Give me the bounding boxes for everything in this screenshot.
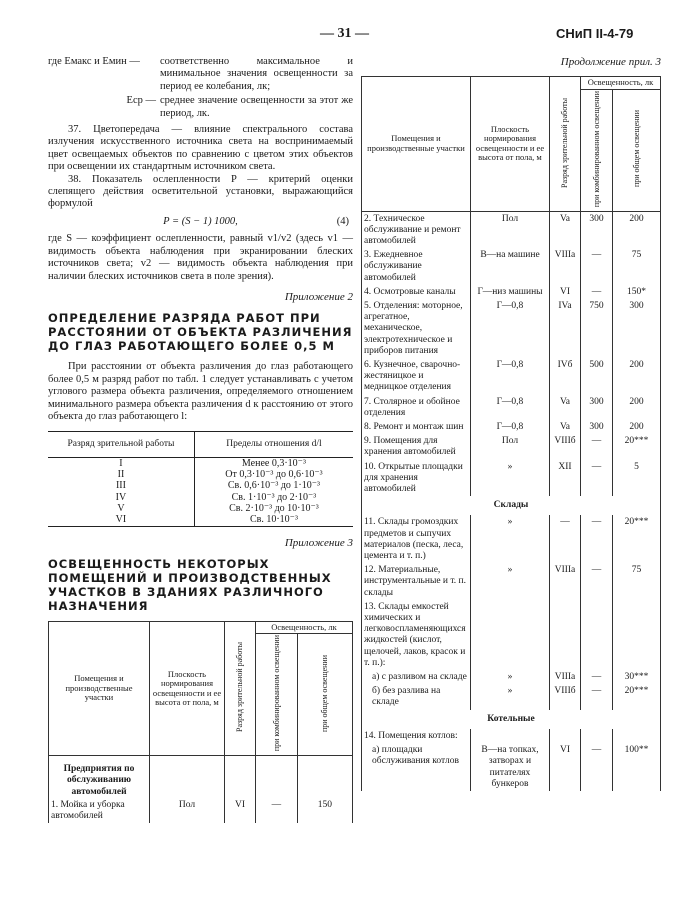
table-cell-grade: VIIIa xyxy=(550,563,581,600)
definition-symbol: Eср — xyxy=(126,95,156,107)
ratio-cell: Менее 0,3·10⁻³ xyxy=(241,457,306,469)
table-row xyxy=(362,395,661,420)
table-row-name: 4. Осмотровые каналы xyxy=(362,285,471,299)
definition-s: где S — коэффициент ослепленности, равный v1/v2 (здесь v1 — видимость объекта наблюдения при экранировании блеских источников света; v2 — видимость объекта наблюдения при наличии блеских источников света в поле зрения). xyxy=(48,233,353,282)
table-row-name: 11. Склады громоздких предметов и сыпучих материалов (песка, леса, цемента и т. п.) xyxy=(362,515,471,563)
table-row xyxy=(362,358,661,395)
grade-cell: VI xyxy=(48,514,194,526)
grade-cell: IV xyxy=(48,492,194,503)
table-cell-general: 150 xyxy=(297,799,352,823)
table-cell-combined xyxy=(581,729,613,743)
table-row xyxy=(48,514,353,526)
appendix-2-label: Приложение 2 xyxy=(284,290,353,303)
table-cell-general: 200 xyxy=(613,358,661,395)
table-cell-grade: VIIIб xyxy=(550,684,581,709)
grade-cell: I xyxy=(48,457,194,469)
table-cell-plane: Пол xyxy=(471,211,550,248)
table-cell-grade xyxy=(550,600,581,670)
table-cell-general: 20*** xyxy=(613,684,661,709)
table-row-name: б) без разлива на складе xyxy=(362,684,471,709)
table-cell-grade: VIIIб xyxy=(550,434,581,459)
table-cell-plane: » xyxy=(471,515,550,563)
table-row-name: 8. Ремонт и монтаж шин xyxy=(362,420,471,434)
left-column xyxy=(48,56,353,823)
table-row-name: а) с разливом на складе xyxy=(362,670,471,684)
table-cell-grade: Va xyxy=(550,395,581,420)
table-cell-combined: 300 xyxy=(581,395,613,420)
table-cell-general: 5 xyxy=(613,460,661,497)
table-cell-plane: Пол xyxy=(471,434,550,459)
table-row-name: а) площадки обслуживания котлов xyxy=(362,743,471,791)
table-cell-plane: Пол xyxy=(150,799,225,823)
table-cell-general: 20*** xyxy=(613,515,661,563)
table-row xyxy=(48,503,353,514)
grade-cell: II xyxy=(48,469,194,480)
table-cell-grade xyxy=(550,729,581,743)
table-cell-plane: Г—0,8 xyxy=(471,420,550,434)
table-row-name: 7. Столярное и обойное отделения xyxy=(362,395,471,420)
formula-text: P = (S − 1) 1000, xyxy=(163,215,238,227)
group-heading: Предприятия по обслуживанию автомобилей xyxy=(49,756,150,799)
table-cell-plane: » xyxy=(471,684,550,709)
document-code: СНиП II-4-79 xyxy=(556,26,634,41)
formula-4 xyxy=(48,216,353,228)
table-illumination-left xyxy=(48,621,353,823)
table-row xyxy=(362,211,661,248)
table-row xyxy=(48,469,353,480)
table-cell-combined: — xyxy=(581,684,613,709)
table-row xyxy=(362,434,661,459)
table-row xyxy=(48,480,353,491)
table-grade-limits xyxy=(48,431,353,526)
table-cell-general: 20*** xyxy=(613,434,661,459)
continuation-label: Продолжение прил. 3 xyxy=(560,56,661,68)
table-cell-plane xyxy=(471,729,550,743)
table-cell-grade: Va xyxy=(550,211,581,248)
ratio-cell: Св. 0,6·10⁻³ до 1·10⁻³ xyxy=(227,480,321,492)
table-cell-grade: VIIIa xyxy=(550,670,581,684)
table-row xyxy=(362,670,661,684)
table-cell-grade: IVa xyxy=(550,299,581,358)
table-row xyxy=(362,729,661,743)
table-cell-plane: » xyxy=(471,563,550,600)
table-cell-combined: — xyxy=(581,515,613,563)
section-heading: Склады xyxy=(362,496,661,515)
table-cell-grade: — xyxy=(550,515,581,563)
section-heading-2: ОПРЕДЕЛЕНИЕ РАЗРЯДА РАБОТ ПРИ РАССТОЯНИИ ОТ ОБЪЕКТА РАЗЛИЧЕНИЯ ДО ГЛАЗ РАБОТАЮЩЕГО БОЛЕЕ 0,5 М xyxy=(48,311,353,354)
table-row xyxy=(48,492,353,503)
table-cell-combined: — xyxy=(256,799,298,823)
table-header: Разряд зрительной работы xyxy=(48,432,194,457)
definition-text: соответственно максимальное и минимальное значения освещенности за период ее колебания, лк; xyxy=(160,56,353,92)
appendix-2-paragraph: При расстоянии от объекта различения до глаз работающего более 0,5 м разряд работ по табл. 1 следует устанавливать с учетом углового размера объекта различения, определяемого отношением минимального размера объекта различения d к расстоянию от этого объекта до глаз работающего l: xyxy=(48,361,353,422)
table-row xyxy=(362,420,661,434)
table-cell-plane xyxy=(471,600,550,670)
table-cell-combined: — xyxy=(581,670,613,684)
col-grade: Разряд зрительной работы xyxy=(225,621,256,755)
col-combined: при комбинированном освещении xyxy=(256,634,298,756)
table-cell-combined: — xyxy=(581,248,613,285)
table-row xyxy=(362,743,661,791)
table-cell-general: 300 xyxy=(613,299,661,358)
table-cell-general: 75 xyxy=(613,248,661,285)
col-room: Помещения и производственные участки xyxy=(49,621,150,755)
table-cell-grade: Va xyxy=(550,420,581,434)
formula-number: (4) xyxy=(336,215,349,227)
table-cell-combined: 500 xyxy=(581,358,613,395)
col-illumination: Освещенность, лк xyxy=(581,77,661,90)
col-grade: Разряд зрительной работы xyxy=(550,77,581,211)
table-header: Пределы отношения d/l xyxy=(194,432,353,457)
table-row xyxy=(362,600,661,670)
table-cell-general: 200 xyxy=(613,211,661,248)
col-plane: Плоскость нормирования освещенности и ее высота от пола, м xyxy=(471,77,550,211)
table-row-name: 10. Открытые площадки для хранения автомобилей xyxy=(362,460,471,497)
table-cell-combined xyxy=(581,600,613,670)
col-room: Помещения и производственные участки xyxy=(362,77,471,211)
table-cell-combined: 300 xyxy=(581,211,613,248)
grade-cell: III xyxy=(48,480,194,491)
page-header xyxy=(0,26,700,46)
table-row-name: 13. Склады емкостей химических и легковоспламеняющихся жидкостей (кислот, щелочей, лаков, красок и т. п.): xyxy=(362,600,471,670)
definition-ecp xyxy=(48,95,353,120)
table-cell-plane: Г—низ машины xyxy=(471,285,550,299)
table-row xyxy=(362,285,661,299)
table-cell-combined: — xyxy=(581,563,613,600)
table-row xyxy=(362,460,661,497)
table-row-name: 2. Техническое обслуживание и ремонт автомобилей xyxy=(362,211,471,248)
table-row xyxy=(362,684,661,709)
section-row xyxy=(362,710,661,729)
table-cell-general: 200 xyxy=(613,420,661,434)
table-cell-general: 100** xyxy=(613,743,661,791)
ratio-cell: Св. 2·10⁻³ до 10·10⁻³ xyxy=(229,502,319,514)
table-cell-plane: » xyxy=(471,460,550,497)
table-row-name: 3. Ежедневное обслуживание автомобилей xyxy=(362,248,471,285)
col-plane: Плоскость нормирования освещенности и ее высота от пола, м xyxy=(150,621,225,755)
table-row-name: 12. Материальные, инструментальные и т. п. склады xyxy=(362,563,471,600)
table-cell-plane: Г—0,8 xyxy=(471,358,550,395)
table-row-name: 6. Кузнечное, сварочно-жестяницкое и медницкое отделения xyxy=(362,358,471,395)
ratio-cell: Св. 1·10⁻³ до 2·10⁻³ xyxy=(231,491,317,503)
table-cell-combined: — xyxy=(581,285,613,299)
table-row xyxy=(362,248,661,285)
table-cell-general xyxy=(613,729,661,743)
ratio-cell: От 0,3·10⁻³ до 0,6·10⁻³ xyxy=(225,469,323,481)
table-illumination-right xyxy=(361,76,661,791)
table-row-name: 9. Помещения для хранения автомобилей xyxy=(362,434,471,459)
section-heading-3: ОСВЕЩЕННОСТЬ НЕКОТОРЫХ ПОМЕЩЕНИЙ И ПРОИЗВОДСТВЕННЫХ УЧАСТКОВ В ЗДАНИЯХ РАЗЛИЧНОГО НАЗНАЧЕНИЯ xyxy=(48,556,332,613)
table-cell-grade: VI xyxy=(550,285,581,299)
table-cell-grade: IVб xyxy=(550,358,581,395)
table-cell-general xyxy=(613,600,661,670)
table-cell-general: 75 xyxy=(613,563,661,600)
section-row xyxy=(362,496,661,515)
appendix-3-label: Приложение 3 xyxy=(284,536,353,549)
table-row xyxy=(362,299,661,358)
col-general: при общем освещении xyxy=(613,89,661,211)
grade-cell: V xyxy=(48,503,194,514)
table-cell-combined: 750 xyxy=(581,299,613,358)
table-cell-plane: В—на топках, затворах и питателях бункеров xyxy=(471,743,550,791)
table-row xyxy=(362,515,661,563)
col-combined: при комбинированном освещении xyxy=(581,89,613,211)
col-illumination: Освещенность, лк xyxy=(256,621,353,634)
table-cell-general: 200 xyxy=(613,395,661,420)
table-row xyxy=(48,457,353,469)
definition-symbol: где Eмакс и Eмин — xyxy=(48,56,140,67)
definition-text: среднее значение освещенности за этот же период, лк. xyxy=(160,95,353,119)
table-cell-combined: 300 xyxy=(581,420,613,434)
table-cell-combined: — xyxy=(581,434,613,459)
table-row-name: 14. Помещения котлов: xyxy=(362,729,471,743)
table-cell-general: 150* xyxy=(613,285,661,299)
table-cell-grade: VIIIa xyxy=(550,248,581,285)
page-number: — 31 — xyxy=(320,26,369,41)
table-cell-grade: VI xyxy=(225,799,256,823)
table-cell-plane: В—на машине xyxy=(471,248,550,285)
table-cell-plane: Г—0,8 xyxy=(471,395,550,420)
table-row xyxy=(362,563,661,600)
table-cell-combined: — xyxy=(581,460,613,497)
table-cell-grade: XII xyxy=(550,460,581,497)
paragraph-37: 37. Цветопередача — влияние спектрального состава излучения искусственного источника света на воспринимаемый цвет освещаемых объектов по сравнению с цветом этих объектов при освещении их стандартным источником света. xyxy=(48,124,353,173)
table-cell-plane: » xyxy=(471,670,550,684)
paragraph-38: 38. Показатель ослепленности P — критерий оценки слепящего действия осветительной установки, выражающийся формулой xyxy=(48,173,353,210)
table-cell-plane: Г—0,8 xyxy=(471,299,550,358)
table-row-name: 5. Отделения: моторное, агрегатное, механическое, электротехническое и приборов питания xyxy=(362,299,471,358)
definition-emax-emin xyxy=(48,56,353,93)
right-column xyxy=(361,56,661,791)
col-general: при общем освещении xyxy=(297,634,352,756)
table-cell-combined: — xyxy=(581,743,613,791)
table-cell-general: 30*** xyxy=(613,670,661,684)
ratio-cell: Св. 10·10⁻³ xyxy=(194,514,353,526)
table-cell-grade: VI xyxy=(550,743,581,791)
table-row-name: 1. Мойка и уборка автомобилей xyxy=(49,799,150,823)
section-heading: Котельные xyxy=(362,710,661,729)
